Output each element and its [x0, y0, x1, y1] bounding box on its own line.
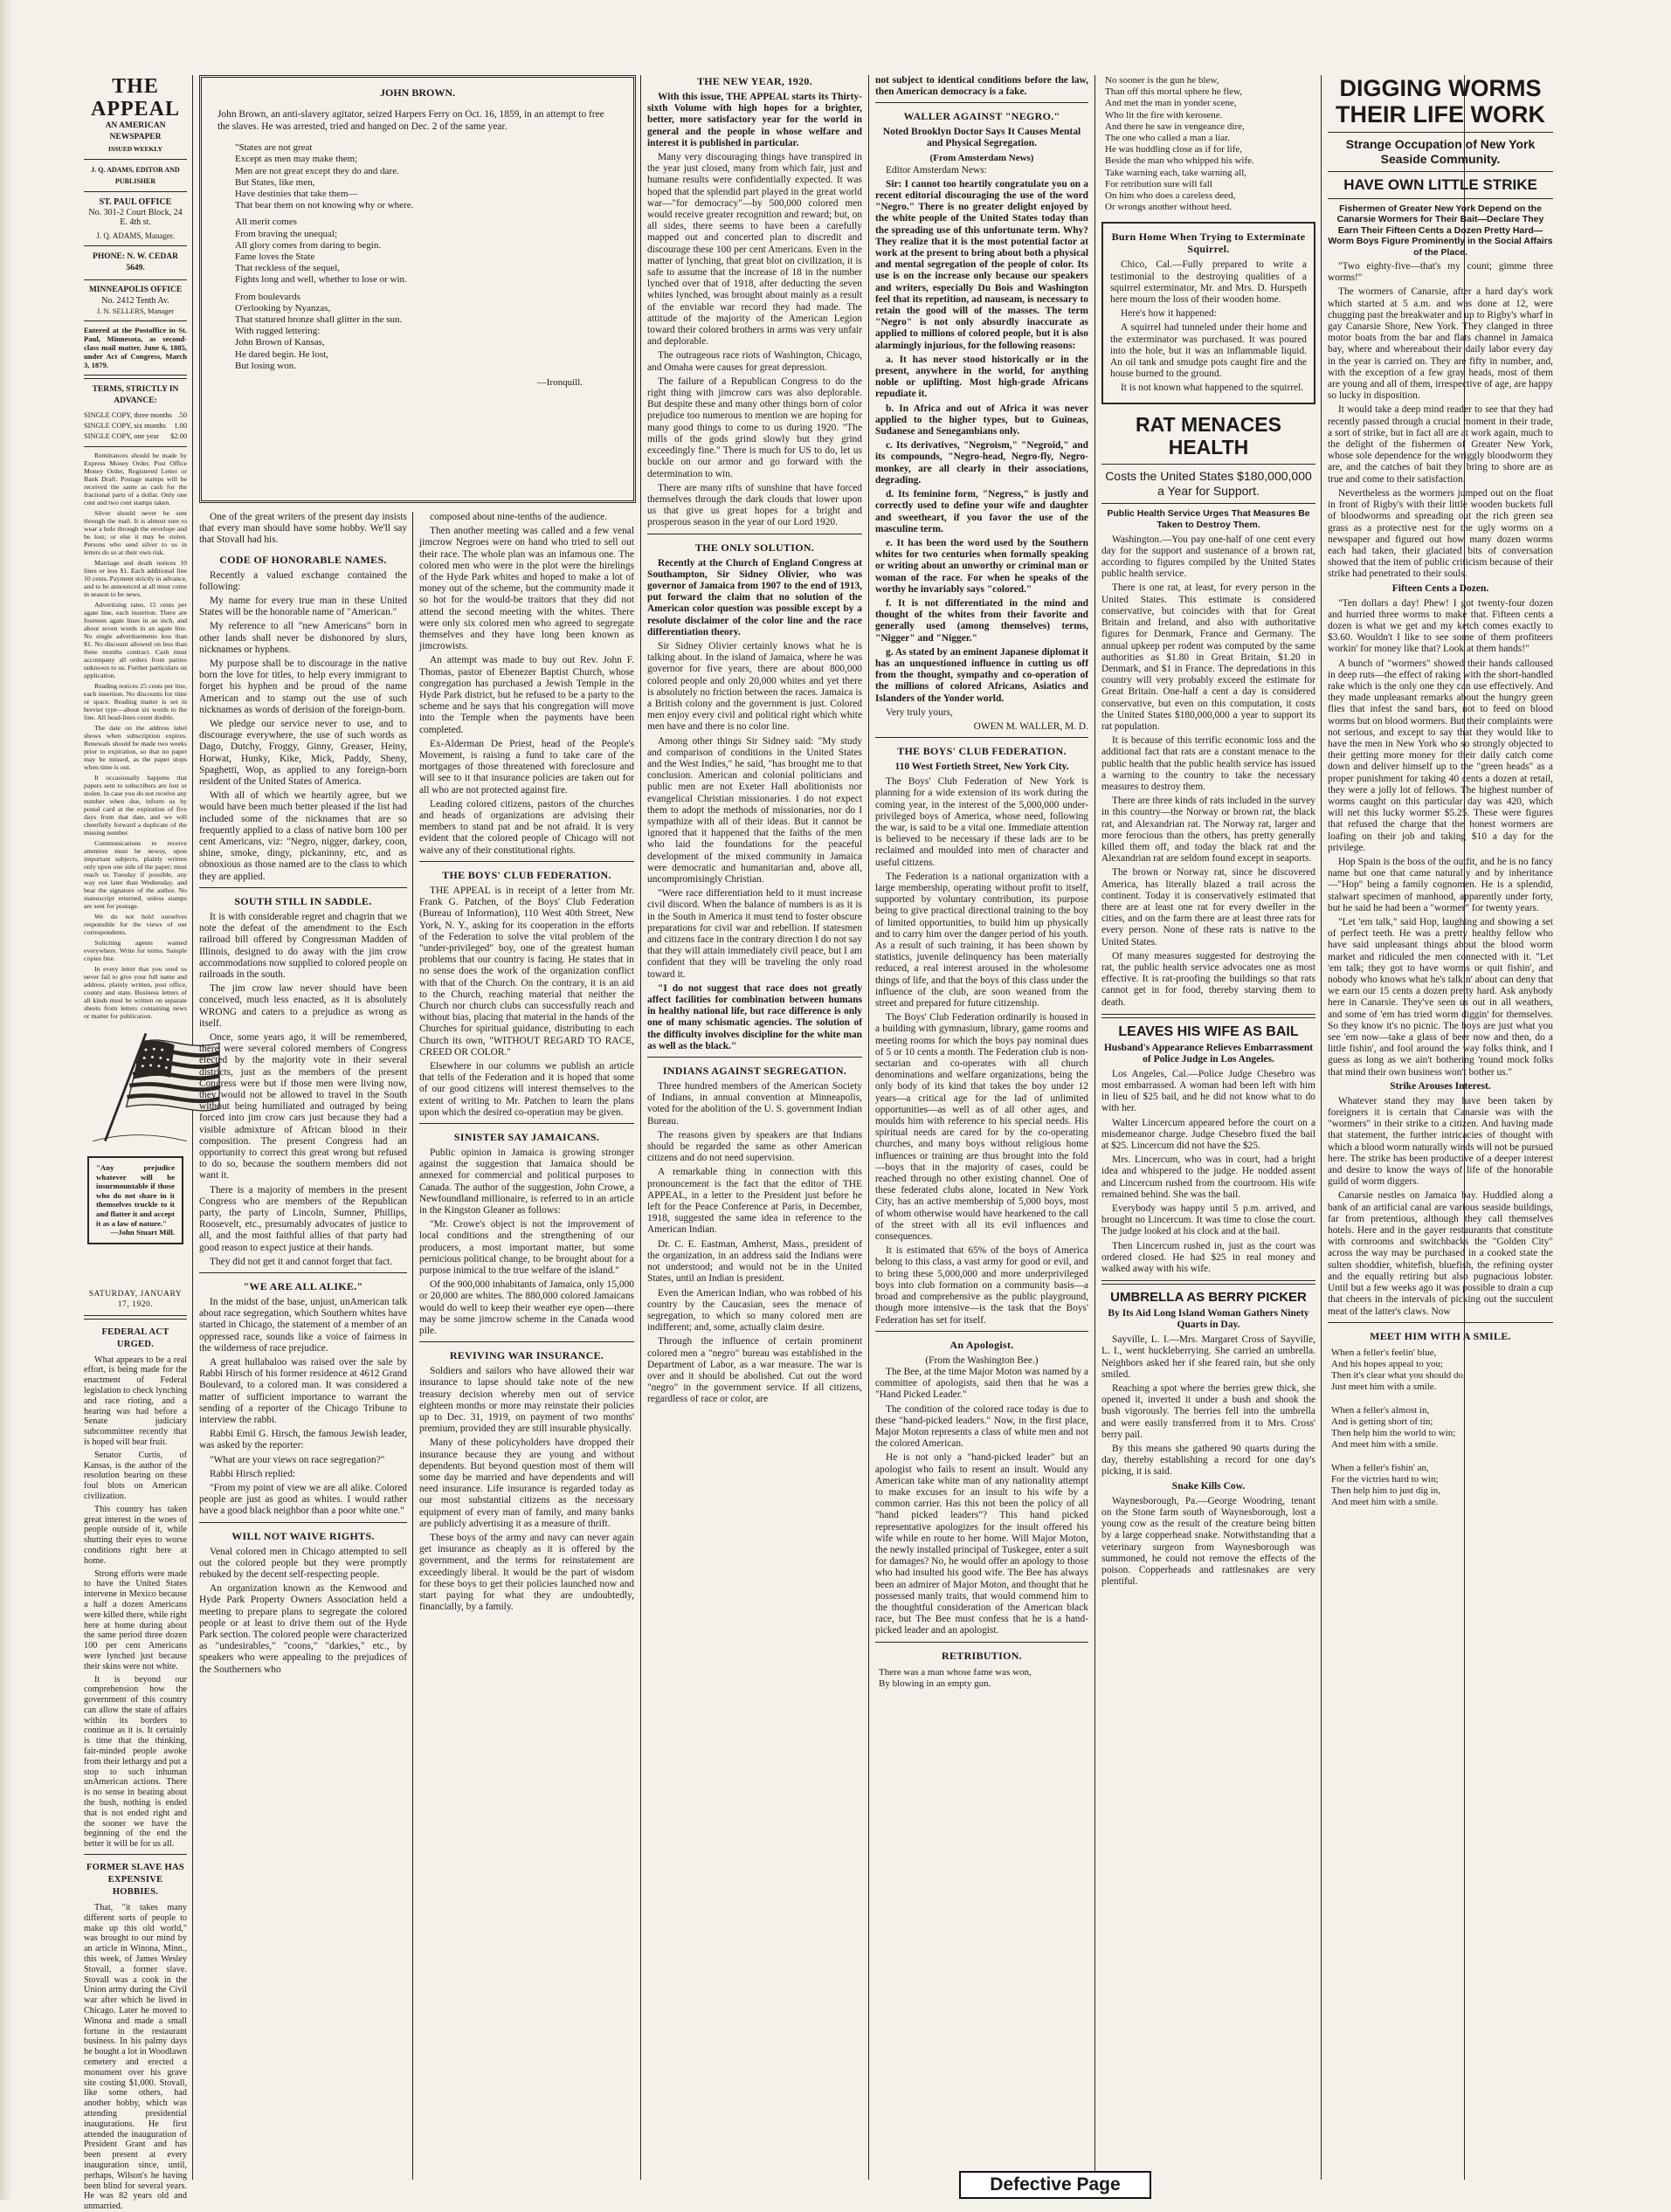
waller-signature: OWEN M. WALLER, M. D.: [973, 720, 1088, 732]
rat-headline: RAT MENACES HEALTH: [1136, 412, 1281, 458]
new-year-heading: THE NEW YEAR, 1920.: [696, 75, 813, 87]
divider: [647, 1057, 862, 1058]
paragraph: The condition of the colored race today is due to these "hand-picked leaders." Now, in the first place, Major Moton represents a class of white men and not the colored American.: [875, 1403, 1088, 1450]
paragraph: A great hullabaloo was raised over the sale by Rabbi Hirsch of his former residence at 4612 Grand Boulevard, to a colored man. It was considered a matter of sufficient importance to warrant the sending of a reporter of the Chicago Tribune to interview the rabbi.: [199, 1357, 407, 1426]
paragraph: Reaching a spot where the berries grew thick, she opened it, inverted it under a bush and shook the bush vigorously. The berries fell into the umbrella and were easily transferred from it to Mrs. Cross' berry pail.: [1101, 1383, 1315, 1440]
divider: [84, 279, 187, 280]
paragraph: Dr. C. E. Eastman, Amherst, Mass., president of the organization, in an address said the Indians were not understood; and would not be in the United States, until an Indian is president.: [647, 1238, 862, 1285]
divider: [199, 1272, 407, 1273]
indians-heading: INDIANS AGAINST SEGREGATION.: [662, 1065, 847, 1078]
paragraph: Many very discouraging things have transpired in the year just closed, many from which fair, just and humane results were confidentially expected. It was hoped that the splendid part played in the great world war—"for democracy"—by 500,000 colored men would receive greater recognition and reward; but, on all sides, there seems to have been a carefully mapped out and concerted plan to discredit and discourage these 100 per cent Americans. Even in the matter of lynching, that great blot on civilization, it is safe to assume that the increase of 18 in the number lynched over that of 1918, after deducting the seven whites lynched, was brought about mainly as a result of the enviable war record they had made. The attitude of the majority of the American Legion toward their colored brothers in arms was very unfair and deplorable.: [647, 152, 862, 348]
paragraph: Whatever stand they may have been taken by foreigners it is certain that Canarsie was with the "wormers" in their strike to a citizen. And having made that statement, the further intricacies of thought with which a blood worm naturally winds will not be pursued here. The strike has been productive of a deeper interest and desire to know the ways of life of the honorable guild of worm diggers.: [1328, 1095, 1553, 1188]
paragraph: We pledge our service never to use, and to discourage everywhere, the use of such words as Dago, Dutchy, Froggy, Ginny, Greaser, Heiny, Horwat, Hunky, Kike, Mick, Paddy, Sheny, Spaghetti, Wop, as applied to any foreign-born resident of the United States of America.: [199, 719, 407, 788]
paragraph: "Mr. Crowe's object is not the improvement of local conditions and the strengthening of our producers, a most important matter, but some pernicious political change, to be brought about for a purpose inimical to the true welfare of the island.": [419, 1219, 634, 1276]
sinister-heading: SINISTER SAY JAMAICANS.: [453, 1130, 600, 1143]
notice: We do not hold ourselves responsible for the views of our correspondents.: [84, 913, 187, 937]
column-5: [875, 75, 1088, 2180]
federal-act-heading: FEDERAL ACT URGED.: [101, 1327, 169, 1349]
strike-interest-heading: Strike Arouses Interest.: [1390, 1080, 1491, 1092]
divider: [84, 191, 187, 192]
smile-poem: When a feller's feelin' blue, And his hopes appeal to you; Then it's clear what you should do, Just meet him with a smile. When a feller's almost in, And is getting short of tin; Then help him the world to win; And meet him with a smile. When a feller's fishin' an, For the victries hard to win; Then help him to just dig in, And meet him with a smile.: [1331, 1347, 1466, 1508]
worms-subdeck: Fishermen of Greater New York Depend on the Canarsie Wormers for Their Bait—Declare They Earn Their Fifteen Cents a Dozen Pretty Hard—Worm Boys Figure Prominently in the Social Affairs of the Place.: [1328, 203, 1553, 258]
snake-heading: Snake Kills Cow.: [1171, 1480, 1246, 1492]
retribution-poem: There was a man whose fame was won, By blowing in an empty gun.: [879, 1666, 1032, 1689]
berry-deck: By Its Aid Long Island Woman Gathers Ninety Quarts in Day.: [1108, 1308, 1309, 1331]
paragraph: Los Angeles, Cal.—Police Judge Chesebro was most embarrassed. A woman had been left with him in lieu of $25 bail, and he did not know what to do with her.: [1101, 1068, 1315, 1114]
solution-heading: THE ONLY SOLUTION.: [694, 541, 815, 554]
column-2: [199, 512, 407, 2180]
mpls-address: No. 2412 Tenth Av.: [101, 296, 169, 307]
divider: [419, 861, 634, 862]
paragraph: d. Its feminine form, "Negress," is justly and correctly used to define your wife and daughter and sweetheart, if you favor the use of the masculine term.: [875, 489, 1088, 534]
divider: [875, 102, 1088, 103]
notice: It occasionally happens that papers sent to subscribers are lost or stolen. In case you do not receive any number when due, inform us by postal card at the expiration of five days from that date, and we will cheerfully forward a duplicate of the missing number.: [84, 774, 187, 837]
paragraph: Everybody was happy until 5 p.m. arrived, and brought no Lincercum. It was time to close the court. The judge looked at his clock and at the bail.: [1101, 1203, 1315, 1237]
paragraph: Three hundred members of the American Society of Indians, in annual convention at Minneapolis, voted for the abolition of the U. S. government Indian Bureau.: [647, 1081, 862, 1127]
masthead-title: THE APPEAL: [91, 75, 180, 121]
notice: Remittances should be made by Express Money Order, Post Office Money Order, Registered Letter or Bank Draft. Postage stamps will be received the same as cash for the fractional parts of a dollar. Only one cent and two cent stamps taken.: [84, 451, 187, 507]
paragraph: Even the American Indian, who was robbed of his country by the Caucasian, sees the menace of segregation, to which so many colored men are indifferent; and, some, actually claim desire.: [647, 1287, 862, 1333]
john-brown-stanza: All merit comes From braving the unequal; All glory comes from daring to begin. Fame loves the State That reckless of the sequel, Fights long and well, whether to lose or win.: [235, 217, 407, 286]
paragraph: It is estimated that 65% of the boys of America belong to this class, a vast army for good or evil, and to bring these 5,000,000 and more underprivileged boys into club formation on a community basis—a broad and comprehensive as the public playground, though more intensive—is the task that the Boys' Federation has set for itself.: [875, 1245, 1088, 1326]
paragraph: There is one rat, at least, for every person in the United States. This estimate is considered conservative, but coincides with that for Great Britain and Ireland, and also with authoritative figures for Denmark, France and Germany. The annual upkeep per rodent was computed by the same authorities as $1.80 in Great Britain, $1.20 in Denmark, and $1 in France. The depredations in this country will very probably exceed the estimate for Great Britain. One-half a cent a day is considered conservative, but even on this computation, it costs the United States $180,000,000 a year to support its rat population.: [1101, 582, 1315, 732]
paragraph: "From my point of view we are all alike. Colored people are just as good as whites. I would rather have a good black neighbor than a poor white one.": [199, 1483, 407, 1517]
paragraph: There are many rifts of sunshine that have forced themselves through the dark clouds that lower upon us that give us great hopes for a bright and prosperous season in the year of our Lord 1920.: [647, 482, 862, 528]
notice: The date on the address label shows when subscription expires. Renewals should be made two weeks prior to expiration, so that no paper may be missed, as the paper stops when time is out.: [84, 724, 187, 772]
paragraph: "Ten dollars a day! Phew! I got twenty-four dozen and hurried three worms to make that. Fifteen cents a dozen is what we get and my ketch comes exactly to $3.60. Wouldn't I like to see some of them profiteers workin' for money like that? Look at them hands!": [1328, 597, 1553, 655]
paragraph: A bunch of "wormers" showed their hands calloused in deep ruts—the effect of raking with the short-handled rake which is the only one they can use effectively. And they made unpleasant remarks about the hungry green flies that infest the sand bars, not to feed on blood worms but on blood wormers. But their complaints were not serious, and except to say that they would like to have the men in New York who so strongly objected to their getting more money for their daily catch come down and deliver himself up to the "green heads" as a proper punishment for taking 40 cents a dozen at retail, they were a jolly lot of fellows. The highest number of worms caught on this particular day was 420, which will net this lucky wormer $5.25. These were figures that refused the charge that the honest wormers are loafing on their job and taking $10 a day for the privilege.: [1328, 658, 1553, 853]
paragraph: The Boys' Club Federation ordinarily is housed in a building with gymnasium, library, game rooms and meeting rooms for which the boys pay nominal dues of 5 or 10 cents a month. The Federation club is non-sectarian and co-operates with all church denominations and welfare organizations, being the only body of its kind that takes the boy under 12 years—a critical age for the lad of unlimited opportunities—as well as of all other ages, and moulds him with reference to his special needs. His spiritual needs are cared for by the co-operating churches, and many boys without religious home influences or training are thus brought into the fold—boys that in the majority of cases, could be reached through no other existing channel. One of these federated clubs alone, located in New York City, has an active membership of 5,000 boys, most of whom otherwise would have hearkened to the call of the street with all its evil influences and consequences.: [875, 1012, 1088, 1243]
bail-headline: LEAVES HIS WIFE AS BAIL: [1118, 1023, 1299, 1039]
smile-heading: MEET HIM WITH A SMILE.: [1370, 1329, 1511, 1342]
term-row: [84, 431, 187, 442]
paragraph: The wormers of Canarsie, after a hard day's work which started at 5 a.m. and was done at 12, were chugging past the breakwater and up to Rigby's wharf in gay Canarsie Shore, New York. They clanged in three motor boats from the bar and flats channel in Jamaica bay, where and whereabout their daily labor every day in the year is carried on. They are fifty in number, and, with the exception of a few gray heads, most of them are young and all of them, irrespective of age, are happy so lucky in disposition.: [1328, 286, 1553, 402]
bail-deck: Husband's Appearance Relieves Embarrassment of Police Judge in Los Angeles.: [1103, 1042, 1314, 1065]
paragraph: Very truly yours,: [886, 706, 953, 718]
paragraph: There is a majority of members in the present Congress who are members of the Republican party, the party of Lincoln, Sumner, Phillips, Roosevelt, etc., presumably advocates of justice to all, and the most faithful allies of that party had good reason to expect justice at their hands.: [199, 1184, 407, 1253]
notice: Reading notices 25 cents per line, each insertion. No discounts for time or space. Reading matter is set in brevier type—about six words to the line. All head-lines count double.: [84, 682, 187, 722]
john-brown-stanza: "States are not great Except as men may make them; Men are not great except they do and dare. But States, like men, Have destinies that take them— That bear them on not knowing why or where.: [235, 142, 414, 211]
paragraph: With this issue, THE APPEAL starts its Thirty-sixth Volume with high hopes for a brighter, better, more satisfactory year for the world in general and the people in whose welfare and interest it is published in particular.: [647, 92, 862, 148]
rat-deck: Costs the United States $180,000,000 a Year for Support.: [1105, 468, 1312, 498]
honorable-heading: CODE OF HONORABLE NAMES.: [219, 553, 387, 566]
paragraph: The brown or Norway rat, since he discovered America, has literally blazed a trail across the continent. Today it is conservatively estimated that there are at least one rat for every dweller in the cities, and on the farm there are at least three rats for every person. None of these rats is native to the United States.: [1101, 867, 1315, 948]
paragraph: Senator Curtis, of Kansas, is the author of the resolution bearing on these foul blots on American civilization.: [84, 1450, 187, 1501]
divider: [199, 1522, 407, 1523]
paragraph: "What are your views on race segregation?": [210, 1454, 385, 1465]
paragraph: It is because of this terrific economic loss and the additional fact that rats are a constant menace to the public health that the public health service has issued a warning to the country to take the necessary measures to destroy them.: [1101, 735, 1315, 792]
paragraph: Sir Sidney Olivier certainly knows what he is talking about. In the island of Jamaica, where he was governor for five years, there are about 800,000 colored people and only 20,000 whites and yet there is absolutely no friction between the races. Jamaica is a British colony and the government is just. Colored men enjoy every civil and political right which white men have and there is no color line.: [647, 640, 862, 733]
divider: [84, 1315, 187, 1320]
boys-club-heading: THE BOYS' CLUB FEDERATION.: [442, 868, 611, 881]
mpls-manager: J. N. SELLERS, Manager: [96, 306, 175, 315]
divider: [84, 245, 187, 246]
terms-list: [84, 410, 187, 442]
paragraph: g. As stated by an eminent Japanese diplomat it has an unquestioned influence in cutting us off from the thought, sympathy and co-operation of the millions of colored Africans, Asiatics and Islanders of the Yonder world.: [875, 646, 1088, 704]
john-brown-title: JOHN BROWN.: [379, 86, 455, 99]
masthead-issued: ISSUED WEEKLY: [108, 145, 162, 153]
paragraph: What appears to be a real effort, is being made for the enactment of Federal legislation to check lynching and race rioting, and a hearing was had before a Senate judiciary subcommittee recently that is hoped will bear fruit.: [84, 1354, 187, 1447]
paragraph: Sayville, L. I.—Mrs. Margaret Cross of Sayville, L. I., went huckleberrying. She carried an umbrella. Neighbors asked her if she feared rain, but she only smiled.: [1101, 1334, 1315, 1380]
paragraph: My name for every true man in these United States will be the honorable name of "American.": [199, 596, 407, 618]
column-1-articles: [84, 1284, 187, 2212]
paragraph: Editor Amsterdam News:: [886, 164, 987, 176]
paragraph: It is with considerable regret and chagrin that we note the defeat of the amendment to the Esch railroad bill offered by Congressman Madden of Illinois, designed to do away with the jim crow accommodations now supplied to colored people on railroads in the south.: [199, 911, 407, 980]
paragraph: Once, some years ago, it will be remembered, there were several colored members of Congress elected by the majority vote in their several districts, just as the members of the present Congress were but if those men were living now, they would not be allowed to travel in the South without being humiliated and outraged by being forced into jim crow cars just because they had a visible admixture of African blood in their composition. The present Congress had an opportunity to correct this great wrong but refused to do so, because the southern members did not want it.: [199, 1031, 407, 1182]
paragraph: By this means she gathered 90 quarts during the day, thereby establishing a record for one day's picking, it is said.: [1101, 1444, 1315, 1478]
column-rule: [640, 75, 641, 2180]
paragraph: The jim crow law never should have been conceived, much less enacted, as it is absolutely WRONG and caters to a prejudice as wrong as itself.: [199, 983, 407, 1029]
apologist-source: (From the Washington Bee.): [925, 1354, 1039, 1366]
paragraph: Of the 900,000 inhabitants of Jamaica, only 15,000 or 20,000 are whites. The 880,000 colored Jamaicans would do well to keep their weather eye open—there may be some jimcrow scheme in the Canada wood pile.: [419, 1279, 634, 1336]
paragraph: Mrs. Lincercum, who was in court, had a bright idea and whispered to the judge. He nodded assent and Lincercum rushed from the courtroom. His wife remained behind. She was the bail.: [1101, 1154, 1315, 1200]
retribution-heading: RETRIBUTION.: [942, 1649, 1022, 1662]
paragraph: With all of which we heartily agree, but we would have been much better pleased if the list had included some of the nicknames that are so frequently applied to a class of native born 100 per cent Americans, viz: "Negro, nigger, darkey, coon, shine, smoke, dingy, pickaninny, etc, and as obnoxious as those named are to the class to which they are applied.: [199, 790, 407, 882]
paragraph: Then another meeting was called and a few venal jimcrow Negroes were on hand who tried to sell out their race. The whole plan was an infamous one. The colored men who were in the plot were the hirelings of the Hyde Park whites and hoped to make a lot of money out of the scheme, but the community made it so hot for the would-be traitors that they did not attend the second meeting with the whites. There were only six colored men who agreed to segregate themselves and they have long been known as jimcrowists.: [419, 526, 634, 652]
paragraph: In the midst of the base, unjust, unAmerican talk about race segregation, which Southern whites have started in Chicago, the statement of a member of an oppressed race, sounds like a voice of fairness in the wilderness of race prejudice.: [199, 1296, 407, 1354]
divider: [84, 375, 187, 379]
paragraph: Rabbi Hirsch replied:: [210, 1468, 296, 1479]
phone: PHONE: N. W. CEDAR 5649.: [93, 252, 178, 273]
fifteen-heading: Fifteen Cents a Dozen.: [1391, 582, 1489, 594]
insurance-heading: REVIVING WAR INSURANCE.: [449, 1349, 604, 1362]
column-rule: [868, 75, 869, 2180]
paragraph: There are three kinds of rats included in the survey in this country—the Norway or brown rat, the black rat, and Alexandrian rat. The Norway rat, larger and more ferocious than the others, has pretty generally killed them off, and today the black rat and the Alexandrian rat are seldom found except in seaports.: [1101, 796, 1315, 865]
paragraph: He is not only a "hand-picked leader" but an apologist who fails to resent an insult. Would any American take white man of any nationality attempt to make excuses for an insult to his wife by a common carrier. Has this not been the policy of all "hand picked leaders"? This hand picked representative apologizes for the insult offered his wife while en route to her home. Will Major Moton, the newly installed principal of Tuskegee, enter a suit for damages? No, he would offer an apology to those who had insulted his good wife. The Bee has always been an admirer of Major Moton, and thought that he possessed manly traits, that would commend him to the thoughtful consideration of the American black race, but The Bee must confess that he is a hand-picked leader and an apologist.: [875, 1452, 1088, 1637]
south-heading: SOUTH STILL IN SADDLE.: [234, 894, 372, 907]
column-rule: [1321, 75, 1322, 2180]
paragraph: Here's how it happened:: [1121, 308, 1217, 320]
paragraph: Many of these policyholders have dropped their insurance because they are young and without dependents. But beyond question most of them will some day be married and have dependents and will need insurance. Life insurance is regarded today as our most substantial citizens as the necessary equipment of every man of family, and many banks are publicly advertising it as a measure of thrift.: [419, 1437, 634, 1529]
paragraph: not subject to identical conditions before the law, then American democracy is a fake.: [875, 75, 1088, 98]
entry-notice: Entered at the Postoffice in St. Paul, Minnesota, as second-class mail matter, June 6, 1885, under Act of Congress, March 3, 1879.: [84, 326, 187, 370]
paragraph: Waynesborough, Pa.—George Woodring, tenant on the Stone farm south of Waynesborough, lost a young cow as the result of the creature being bitten by a large copperhead snake. Notwithstanding that a veterinary surgeon from Waynesborough was summoned, he could not remove the effects of the poison. Copperheads and rattlesnakes are very plentiful.: [1101, 1495, 1315, 1588]
scan-edge: [0, 0, 12, 2200]
paragraph: Venal colored men in Chicago attempted to sell out the colored people but they were promptly rebuked by the decent self-respecting people.: [199, 1546, 407, 1581]
mill-quote-author: —John Stuart Mill.: [110, 1228, 175, 1237]
divider: [1328, 132, 1553, 133]
federation-address: 110 West Fortieth Street, New York City.: [894, 761, 1069, 773]
term-price: 1.00: [174, 422, 187, 431]
mpls-label: MINNEAPOLIS OFFICE: [88, 286, 183, 295]
paragraph: The reasons given by speakers are that Indians should be regarded the same as other American citizens and do not need supervision.: [647, 1129, 862, 1164]
office-manager: J. Q. ADAMS, Manager.: [96, 231, 175, 240]
paragraph: Soldiers and sailors who have allowed their war insurance to lapse should take note of the new treasury decision whereby men out of service eighteen months or more may reinstate their policies up to Dec. 31, 1919, on payment of two months' premium, provided they are still insurable physically.: [419, 1366, 634, 1435]
paragraph: Washington.—You pay one-half of one cent every day for the support and sustenance of a brown rat, according to figures compiled by the United States public health service.: [1101, 534, 1315, 580]
terms-heading: TERMS, STRICTLY IN ADVANCE:: [92, 385, 179, 406]
paragraph: a. It has never stood historically or in the present, anywhere in the world, for anything noble or uplifting. Most high-grade Africans repudiate it.: [875, 354, 1088, 400]
paragraph: c. Its derivatives, "Negroism," "Negroid," and its compounds, "Negro-head, Negro-fly, Negro-monkey, are all clearly in their associations, degrading.: [875, 440, 1088, 486]
term-price: .50: [177, 411, 187, 420]
paragraph: Strong efforts were made to have the United States intervene in Mexico because a half a dozen Americans were killed there, while right here at home during about the same period three dozen 100 per cent Americans were lynched just because their skins were not white.: [84, 1568, 187, 1671]
paragraph: An attempt was made to buy out Rev. John F. Thomas, pastor of Ebenezer Baptist Church, whose congregation has purchased a Jewish Temple in the Hyde Park district, but he refused to be a party to the scheme and he says that his congregation will move into the Temple when the payments have been completed.: [419, 655, 634, 735]
divider: [1328, 1322, 1553, 1323]
rat-subdeck: Public Health Service Urges That Measures Be Taken to Destroy Them.: [1107, 507, 1310, 530]
john-brown-box: [199, 75, 636, 503]
notice: In every letter that you send us never fail to give your full name and address, plainly written, post office, county and state. Business letters of all kinds must be written on separate sheets from letters containing news or matter for publication.: [84, 965, 187, 1021]
notice: Silver should never be sent through the mail. It is almost sure to wear a hole through the envelope and be lost; or else it may be stolen. Persons who send silver to us in letters do so at their own risk.: [84, 509, 187, 557]
paragraph: That, "it takes many different sorts of people to make up this old world," was brought to our mind by an article in Winona, Minn., this week, of James Wesley Stovall, a former slave. Stovall was a cook in the Union army during the Civil war after which he lived in Chicago. Later he moved to Winona and made a small fortune in the restaurant business. In his palmy days he bought a lot in Woodlawn cemetery and erected a monument over his grave site costing $1,000. Stovall, like some others, had another hobby, which was attending presidential inaugurations. He first attended the inauguration of President Grant and has been present at every inauguration since, until, perhaps, Wilson's he having been blind for several years. He was 82 years old and unmarried.: [84, 1903, 187, 2212]
paragraph: They did not get it and cannot forget that fact.: [210, 1256, 393, 1267]
paragraph: An organization known as the Kenwood and Hyde Park Property Owners Association held a meeting to prepare plans to segregate the colored people or at least to drive them out of the Hyde Park section. The colored people were characterized as "undesirables," "coons," "darkies," etc., by speakers who were appealing to the prejudices of the Southerners who: [199, 1583, 407, 1675]
notice: Advertising rates, 15 cents per agate line, each insertion. There are fourteen agate lines in an inch, and about seven words in an agate line. No single advertisements less than $1. No discount allowed on less than three months contract. Cash must accompany all orders from parties unknown to us. Further particulars on application.: [84, 601, 187, 680]
waller-source: (From Amsterdam News): [929, 153, 1034, 164]
column-4: [647, 75, 862, 2180]
divider: [419, 1341, 634, 1342]
term-row: [84, 421, 187, 431]
paragraph: Public opinion in Jamaica is growing stronger against the suggestion that Jamaica should be annexed for commercial and political purposes to Canada. The author of the suggestion, John Crowe, a Newfoundland millionaire, is referred to in an article in the Kingston Gleaner as follows:: [419, 1147, 634, 1216]
paragraph: Rabbi Emil G. Hirsch, the famous Jewish leader, was asked by the reporter:: [199, 1429, 407, 1451]
paragraph: "Let 'em talk," said Hop, laughing and showing a set of perfect teeth. He was a pretty healthy fellow who have said unpleasant things about the blood worm market and ridiculed the men connected with it. "Let 'em talk; they got to have worms or quit fishin', and nobody who knows what he's talkin' about can deny that we earn our 15 cents a dozen pretty hard. Ask anybody here in Canarsie. They've seen us out in all weathers, and some of 'em has tried worm diggin' for themselves. So they know it's no picnic. The boys are just what you see 'em now—take a glass of beer now and then, do a little fishin', and fool around the way folks think, and I guess as long as we ain't bothering 'round mock folks that mind their own business won't bother us.": [1328, 917, 1553, 1078]
apologist-heading: An Apologist.: [949, 1338, 1014, 1351]
notice: Soliciting agents wanted everywhere. Write for terms. Sample copies free.: [84, 939, 187, 963]
notice: Communications to receive attention must be newsy, upon important subjects, plainly written only upon one side of the paper; must reach us Tuesday if possible, any way not later than Wednesday, and bear the signature of the author. No manuscript returned, unless stamps are sent for postage.: [84, 839, 187, 911]
divider: [1328, 171, 1553, 172]
paragraph: The Federation is a national organization with a large membership, operating without profit to itself, supported by voluntary contribution, its purpose being to give practical directional training to the boy of limited opportunities, to build him up physically and to carry him over the danger period of his youth. As a result of such training, it has been shown by statistics, juvenile delinquency has been materially reduced, a real interest aroused in the wholesome things of life, and that the boys of this class under the influence of the club, are soon weaned from the street and prepared for future citizenship.: [875, 871, 1088, 1010]
paragraph: Hop Spain is the boss of the outfit, and he is no fancy name but one that came naturally and by inheritance—"Hop" being a family cognomen. He is a splendid, stalwart specimen of manhood, apparently under forty, but he said he had been a "wormer" for twenty years.: [1328, 856, 1553, 913]
divider: [1101, 464, 1315, 465]
paragraph: f. It is not differentiated in the mind and thought of the whites from their favorite and generally used (among themselves) terms, "Nigger" and "Nigger.": [875, 597, 1088, 644]
paragraph: "Were race differentiation held to it must increase civil discord. When the balance of numbers is as it is in the South in America it must tend to foster obscure preparations for civil war and rebellion. If statesmen and citizens face in the contrary direction I do not say that they will attain immediately civil peace, but I am confident that they will be traveling the only road toward it.: [647, 888, 862, 980]
paragraph: Canarsie nestles on Jamaica bay. Huddled along a bank of an artificial canal are various seaside buildings, far from pretentious, although they call themselves hotels. Here and in the gayer restaurants that constitute with cornrooms and switchbacks the "Golden City" across the way may be purchased in a cooked state the sulten shoddier, whitefish, bluefish, the refining oyster and the equally retiring but also pugnacious lobster. Until but a few weeks ago it was possible to drain a cup that cheers in the intervals of picking out the succulent meat of the latter's claws. Now: [1328, 1190, 1553, 1317]
worms-headline-2: THEIR LIFE WORK: [1336, 101, 1545, 127]
paragraph: My reference to all "new Americans" born in other lands shall never be dishonored by slurs, nicknames or hyphens.: [199, 621, 407, 655]
divider: [1101, 1280, 1315, 1285]
berry-headline: UMBRELLA AS BERRY PICKER: [1110, 1290, 1307, 1306]
paragraph: THE APPEAL is in receipt of a letter from Mr. Frank G. Patchen, of the Boys' Club Federation (Bureau of Information), 110 West 40th Street, New York, N. Y., asking for its cooperation in the efforts of the Federation to solve the vital problem of the "under-privileged" boy, one of the greatest human problems that our country is facing. He states that in no sense does the work of the organization conflict with that of the Church. On the contrary, it is an aid to the Church, reaching material that neither the Church nor church clubs can successfully reach and without bias, placing that material in the hands of the Churches for spiritual guidance, distributing to each Church its own, "WITHOUT REGARD TO RACE, CREED OR COLOR.": [419, 885, 634, 1058]
paragraph: It would take a deep mind reader to see that they had recently passed through a crucial moment in their trade, a sort of strike, but in fact all are at work again, much to the delight of the fishermen of Greater New York, whose sole dependence for the wriggly bloodworm they are, and the catches of bait they bring to shore are as true and come to their satisfaction.: [1328, 404, 1553, 485]
retribution-poem-continued: No sooner is the gun he blew, Than off this mortal sphere he flew, And met the man in yonder scene, Who lit the fire with kerosene. And there he saw in vengeance dire, The one who called a man a liar. He was huddling close as if for life, Beside the man who whipped his wife. Take warning each, take warning all, For retribution sure will fall On him who does a careless deed, Or wrongs another without heed.: [1105, 75, 1254, 213]
divider: [1328, 198, 1553, 199]
waller-subheading: Noted Brooklyn Doctor Says It Causes Mental and Physical Segregation.: [882, 127, 1081, 149]
defective-page-label: Defective Page: [959, 2171, 1151, 2199]
paragraph: My purpose shall be to discourage in the native born the love for titles, to help every immigrant to forget his hyphen and be proud of the name American and to stamp out the use of such nicknames as words of derision of the foreign-born.: [199, 658, 407, 715]
worms-deck: Strange Occupation of New York Seaside Community.: [1345, 137, 1536, 166]
paragraph: b. In Africa and out of Africa it was never applied to the higher types, but to Guineas, Sudanese and Senegambians only.: [875, 403, 1088, 438]
divider: [199, 887, 407, 888]
paragraph: Sir: I cannot too heartily congratulate you on a recent editorial discouraging the use of the word "Negro." There is no greater delight enjoyed by the white people of the United States today than the spreading use of this unfortunate term. Why? They realize that it is the most potential factor at work at the present to bring about both a physical and mental segregation of the people of color. Its use is on the increase only because our speakers and writers, especially Du Bois and Washington feel that its repetition, ad nauseam, is necessary to retain the good will of the masses. The term "Negro" is not only absurdly inaccurate as applied to millions of colored people, but it is also alarmingly injurious, for the following reasons:: [875, 178, 1088, 351]
paragraph: Recently a valued exchange contained the following:: [199, 569, 407, 592]
john-brown-signature: —Ironquill.: [536, 377, 583, 389]
paragraph: One of the great writers of the present day insists that every man should have some hobby. We'll say that Stovall had his.: [199, 512, 407, 546]
paragraph: A remarkable thing in connection with this pronouncement is the fact that the editor of THE APPEAL, in a letter to the President just before he left for the Peace Conference at Paris, in December, 1918, suggested the same idea in reference to the American Indian.: [647, 1167, 862, 1236]
paragraph: Then Lincercum rushed in, just as the court was ordered closed. He had $25 in real money and walked away with his wife.: [1101, 1240, 1315, 1275]
divider: [84, 1854, 187, 1855]
paragraph: Ex-Alderman De Priest, head of the People's Movement, is raising a fund to take care of the mortgages of those threatened with foreclosure and will see to it that insurance policies are taken out for all who are not protected against fire.: [419, 738, 634, 796]
divider: [84, 320, 187, 321]
paragraph: These boys of the army and navy can never again get insurance as cheaply as it is offered by the government, and the terms for reinstatement are exceedingly liberal. It would be the part of wisdom for these boys to get their policies launched now and start paying for what they are undoubtedly, financially, by a family.: [419, 1533, 634, 1613]
john-brown-stanza: From boulevards O'erlooking by Nyanzas, That statured bronze shall glitter in the sun. With rugged lettering: John Brown of Kansas, He dared begin. He lost, But losing won.: [235, 291, 403, 371]
paragraph: The Bee, at the time Major Moton was named by a committee of apologists, said then that he was a "Hand Picked Leader.": [875, 1366, 1088, 1401]
paragraph: The failure of a Republican Congress to do the right thing with jimcrow cars was also deplorable. But despite these and many other things born of color prejudice too numerous to mention we are hoping for many good things to come to us during 1920. "The mills of the gods grind slowly but they grind exceedingly fine." There is much for US to do, let us buckle on our armor and go forward with the determination to win.: [647, 376, 862, 479]
term-label: SINGLE COPY, six months: [84, 422, 166, 431]
paragraph: The Boys' Club Federation of New York is planning for a wide extension of its work during the coming year, in the interest of the 5,000,000 under-privileged boys of America, whose need, following the war, is said to be a vital one. Immediate attention is believed to be necessary if these lads are to be reclaimed and moulded into men of character and useful citizens.: [875, 776, 1088, 868]
paragraph: Chico, Cal.—Fully prepared to write a testimonial to the destroying qualities of a squirrel exterminator, Mr. and Mrs. D. Hurspeth here mourn the loss of their wooden home.: [1110, 259, 1307, 306]
paragraph: The outrageous race riots of Washington, Chicago, and Omaha were causes for great depression.: [647, 350, 862, 373]
masthead-editor: J. Q. ADAMS, EDITOR AND PUBLISHER: [91, 166, 180, 185]
masthead-subtitle: AN AMERICAN NEWSPAPER: [105, 121, 166, 141]
paragraph: This country has taken great interest in the woes of people outside of it, while shutting their eyes to worse conditions right here at home.: [84, 1504, 187, 1566]
paragraph: "Two eighty-five—that's my count; gimme three worms!": [1328, 261, 1553, 284]
divider: [875, 1642, 1088, 1643]
term-row: [84, 410, 187, 421]
paragraph: Walter Lincercum appeared before the court on a misdemeanor charge. Judge Chesebro fixed the bail at $25. Lincercum did not have the $25.: [1101, 1117, 1315, 1152]
divider: [1101, 503, 1315, 504]
divider: [84, 159, 187, 160]
term-price: $2.00: [170, 432, 187, 441]
term-label: SINGLE COPY, one year: [84, 432, 159, 441]
divider: [419, 1123, 634, 1124]
paragraph: e. It has been the word used by the Southern whites for two centuries when formally speaking or writing about an unworthy or criminal man or woman of the race. For when he speaks of the worthy he invariably says "colored.": [875, 537, 1088, 595]
column-7-content: [1328, 75, 1553, 2167]
waive-heading: WILL NOT WAIVE RIGHTS.: [231, 1529, 375, 1542]
office-label: ST. PAUL OFFICE: [99, 197, 172, 207]
paragraph: Through the influence of certain prominent colored men a "negro" bureau was established in the Department of Labor, as a war measure. The war is over and it should be abolished. Cut out the word "negro" in the government service. If all citizens, regardless of race or color, are: [647, 1336, 862, 1405]
column-6: [1101, 75, 1315, 2180]
paragraph: Recently at the Church of England Congress at Southampton, Sir Sidney Olivier, who was governor of Jamaica from 1907 to the end of 1913, put forward the claim that no solution of the American color question was possible except by a resolute disclaimer of the color line and the race differentiation theory.: [647, 557, 862, 637]
former-slave-heading: FORMER SLAVE HAS EXPENSIVE HOBBIES.: [86, 1863, 184, 1898]
squirrel-heading: Burn Home When Trying to Exterminate Squirrel.: [1111, 231, 1306, 256]
paragraph: "I do not suggest that race does not greatly affect facilities for combination between humans in healthy national life, but race difference is only one of many schismatic agencies. The solution of the difficulty involves discipline for the white man as well as the black.": [647, 982, 862, 1051]
column-rule: [1094, 75, 1095, 2180]
notice: Marriage and death notices 10 lines or less $1. Each additional line 10 cents. Payment strictly in advance, and to be announced at all must come in season to be news.: [84, 559, 188, 599]
paragraph: Leading colored citizens, pastors of the churches and heads of organizations are advising their members to stand pat and be not afraid. It is very evident that the colored people of Chicago will not waive any of their constitutional rights.: [419, 798, 634, 856]
paragraph: Of many measures suggested for destroying the rat, the public health service advocates one as most effective. It is rat-proofing the buildings so that rats cannot get in for food, thereby starving them to death.: [1101, 950, 1315, 1008]
paragraph: It is beyond our comprehension how the government of this country can allow the state of affairs within its borders to continue as it is. It certainly is time that the thinking, fair-minded people awoke from their lethargy and put a stop to such inhuman unAmerican actions. There is no sense in beating about the bush, nothing is ended that is not ended right and the sooner we have the beginning of the end the better it will be for us all.: [84, 1674, 187, 1850]
all-alike-heading: "WE ARE ALL ALIKE.": [243, 1279, 363, 1292]
john-brown-intro: John Brown, an anti-slavery agitator, seized Harpers Ferry on Oct. 16, 1859, in an attempt to free the slaves. He was arrested, tried and hanged on Dec. 2 of the same year.: [218, 109, 604, 132]
waller-heading: WALLER AGAINST "NEGRO.": [903, 110, 1060, 123]
column-rule: [412, 512, 413, 2180]
mill-quote: "Any prejudice whatever will be insurmountable if those who do not share in it themselves truckle to it and flatter it and accept it as a law of nature.": [96, 1163, 175, 1228]
divider: [84, 446, 187, 447]
squirrel-box: [1101, 222, 1315, 403]
office-address: No. 301-2 Court Block, 24 E. 4th st.: [88, 208, 183, 228]
paragraph: Nevertheless as the wormers jumped out on the float in front of Rigby's with their little wooden buckets full of bloodworms and spreading out the rich green sea grass as a protective nest for the ugly worms on a newspaper and figured out how many dozen worms each had taken, their glaciated bits of conversation showed that the item of public criticism because of their strike had penetrated to their souls.: [1328, 487, 1553, 580]
divider: [875, 737, 1088, 738]
paragraph: A squirrel had tunneled under their home and the exterminator was purchased. It was poured into the hole, but it was an inflammable liquid. An oil tank and smudge pots caught fire and the house burned to the ground.: [1110, 322, 1307, 380]
paragraph: It is not known what happened to the squirrel.: [1121, 382, 1304, 394]
divider: [875, 1331, 1088, 1332]
federation-heading: THE BOYS' CLUB FEDERATION.: [897, 745, 1067, 758]
paragraph: Elsewhere in our columns we publish an article that tells of the Federation and it is hoped that some of our good citizens will interest themselves to the extent of writing to Mr. Patchen to learn the plans upon which the desired co-operation may be given.: [419, 1060, 634, 1118]
term-label: SINGLE COPY, three months: [84, 411, 172, 420]
column-3: [419, 512, 634, 2180]
paragraph: Among other things Sir Sidney said: "My study and comparison of conditions in the United States and the West Indies," he said, "has brought me to that conclusion. American and colonial politicians and public men are not Exeter Hall abolitionists nor evangelical Christian missionaries. I do not expect them to adopt the methods of missionaries, nor do I sympathize with all of their ideas. But it cannot be ignored that it happened that the faiths of the men who laid the foundations for the peaceful development of the mixed community in Jamaica were democratic and humanitarian and, above all, uncompromisingly Christian.: [647, 735, 862, 885]
strike-headline: HAVE OWN LITTLE STRIKE: [1343, 176, 1537, 193]
divider: [1101, 1014, 1315, 1018]
issue-date: SATURDAY, JANUARY 17, 1920.: [88, 1289, 183, 1309]
paragraph: composed about nine-tenths of the audience.: [430, 512, 608, 522]
worms-headline: DIGGING WORMS: [1339, 75, 1542, 101]
